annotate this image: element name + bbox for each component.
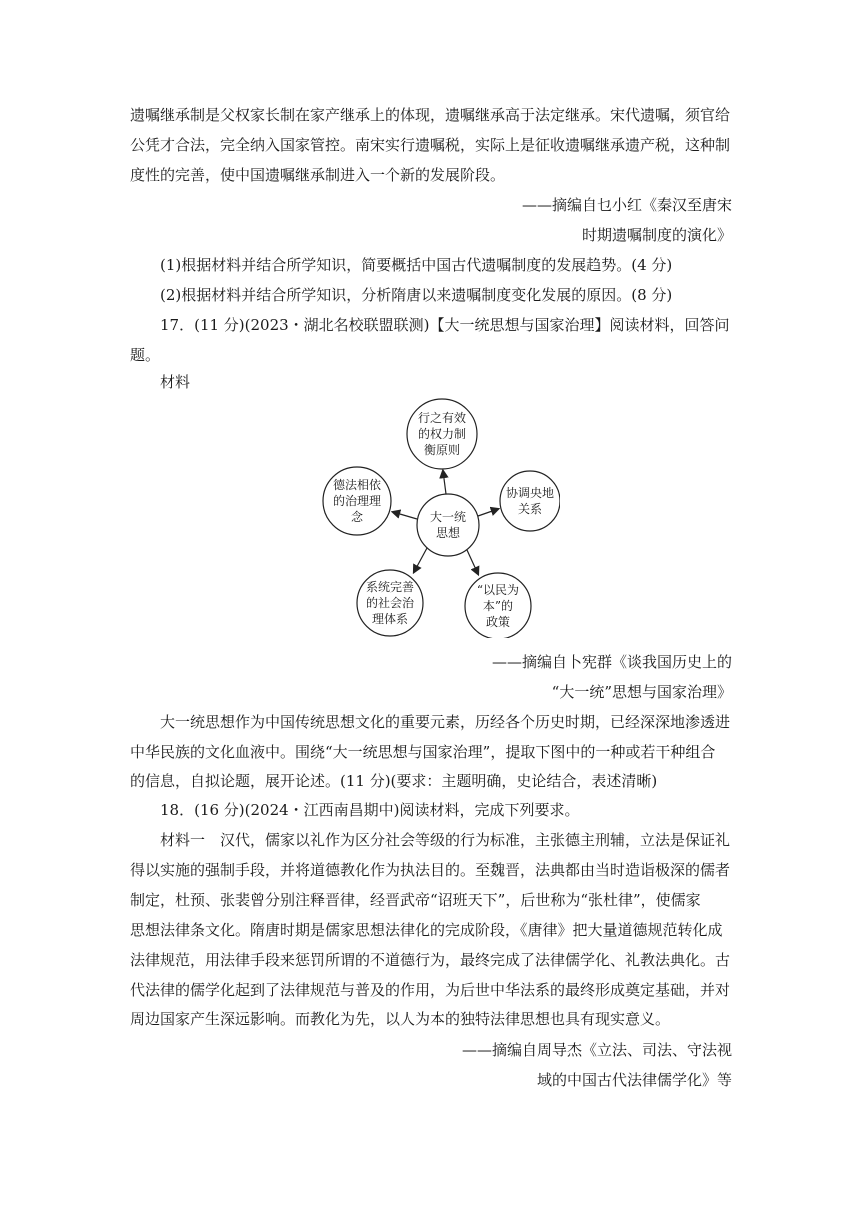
- source-citation: “大一统”思想与国家治理》: [551, 683, 732, 701]
- node-left-label: [322, 477, 392, 525]
- source-citation: 时期遗嘱制度的演化》: [581, 226, 732, 244]
- node-center-line: 大一统: [429, 510, 466, 524]
- paragraph-line: 中华民族的文化血液中。围绕“大一统思想与国家治理”，提取下图中的一种或若干种组合: [130, 743, 716, 761]
- paragraph-line: 法律规范，用法律手段来惩罚所谓的不道德行为，最终完成了法律儒学化、礼教法典化。古: [130, 951, 731, 969]
- paragraph-line: 材料一 汉代，儒家以礼作为区分社会等级的行为标准，主张德主刑辅，立法是保证礼: [160, 831, 731, 849]
- node-top-label: [407, 410, 477, 458]
- node-bottom-left-line: 系统完善: [365, 580, 414, 594]
- node-bottom-left-line: 的社会治: [365, 596, 414, 610]
- paragraph-line: 度性的完善，使中国遗嘱继承制进入一个新的发展阶段。: [130, 166, 506, 184]
- node-right-line: 协调央地: [505, 486, 554, 500]
- paragraph-line: 思想法律条文化。隋唐时期是儒家思想法律化的完成阶段，《唐律》把大量道德规范转化成: [130, 921, 723, 939]
- paragraph-line: 代法律的儒学化起到了法律规范与普及的作用，为后世中华法系的最终形成奠定基础，并对: [130, 981, 731, 999]
- arrow-to-bottom-right: [467, 550, 478, 574]
- node-right-line: 关系: [517, 502, 542, 516]
- arrow-to-bottom-left: [414, 548, 427, 572]
- question-1: (1)根据材料并结合所学知识，简要概括中国古代遗嘱制度的发展趋势。(4 分): [160, 256, 673, 274]
- paragraph-line: 大一统思想作为中国传统思想文化的重要元素，历经各个历史时期，已经深深地渗透进: [160, 713, 731, 731]
- source-citation: ——摘编自卜宪群《谈我国历史上的: [491, 653, 732, 671]
- node-left-line: 念: [350, 510, 363, 524]
- paragraph-line: 周边国家产生深远影响。而教化为先，以人为本的独特法律思想也具有现实意义。: [130, 1010, 671, 1028]
- source-citation: ——摘编自乜小红《秦汉至唐宋: [521, 196, 732, 214]
- paragraph-line: 制定，杜预、张裴曾分别注释晋律，经晋武帝“诏班天下”，后世称为“张杜律”，使儒家: [130, 891, 701, 909]
- arrow-to-top: [443, 471, 446, 494]
- node-left-line: 德法相依: [332, 478, 381, 492]
- unification-concept-diagram: [300, 398, 560, 638]
- node-bottom-right-label: [463, 582, 533, 630]
- node-bottom-left-label: [355, 579, 425, 627]
- paragraph-line: 遗嘱继承制是父权家长制在家产继承上的体现，遗嘱继承高于法定继承。宋代遗嘱，须官给: [130, 106, 731, 124]
- node-top-line: 衡原则: [423, 443, 460, 457]
- node-bottom-right-line: 政策: [485, 615, 510, 629]
- node-center-label: [413, 509, 483, 541]
- paragraph-line: 公凭才合法，完全纳入国家管控。南宋实行遗嘱税，实际上是征收遗嘱继承遗产税，这种制: [130, 136, 731, 154]
- node-top-line: 行之有效: [417, 411, 466, 425]
- source-citation: ——摘编自周导杰《立法、司法、守法视: [461, 1041, 732, 1059]
- question-17-header: 题。: [130, 346, 161, 364]
- paragraph-line: 的信息，自拟论题，展开论述。(11 分)(要求：主题明确，史论结合，表述清晰): [130, 772, 658, 790]
- source-citation: 域的中国古代法律儒学化》等: [536, 1071, 732, 1089]
- node-left-line: 的治理理: [332, 494, 381, 508]
- question-17-header: 17．(11 分)(2023・湖北名校联盟联测)【大一统思想与国家治理】阅读材料，回答问: [160, 316, 730, 334]
- node-bottom-right-line: “以民为: [476, 583, 520, 597]
- question-18-header: 18．(16 分)(2024・江西南昌期中)阅读材料，完成下列要求。: [160, 801, 580, 819]
- node-right-label: [495, 485, 565, 517]
- material-label: 材料: [160, 373, 191, 391]
- node-bottom-left-line: 理体系: [371, 612, 408, 626]
- node-bottom-right-line: 本”的: [482, 599, 514, 613]
- node-top-line: 的权力制: [417, 427, 466, 441]
- question-2: (2)根据材料并结合所学知识，分析隋唐以来遗嘱制度变化发展的原因。(8 分): [160, 286, 673, 304]
- node-center-line: 思想: [435, 526, 460, 540]
- paragraph-line: 得以实施的强制手段，并将道德教化作为执法目的。至魏晋，法典都由当时造诣极深的儒者: [130, 861, 731, 879]
